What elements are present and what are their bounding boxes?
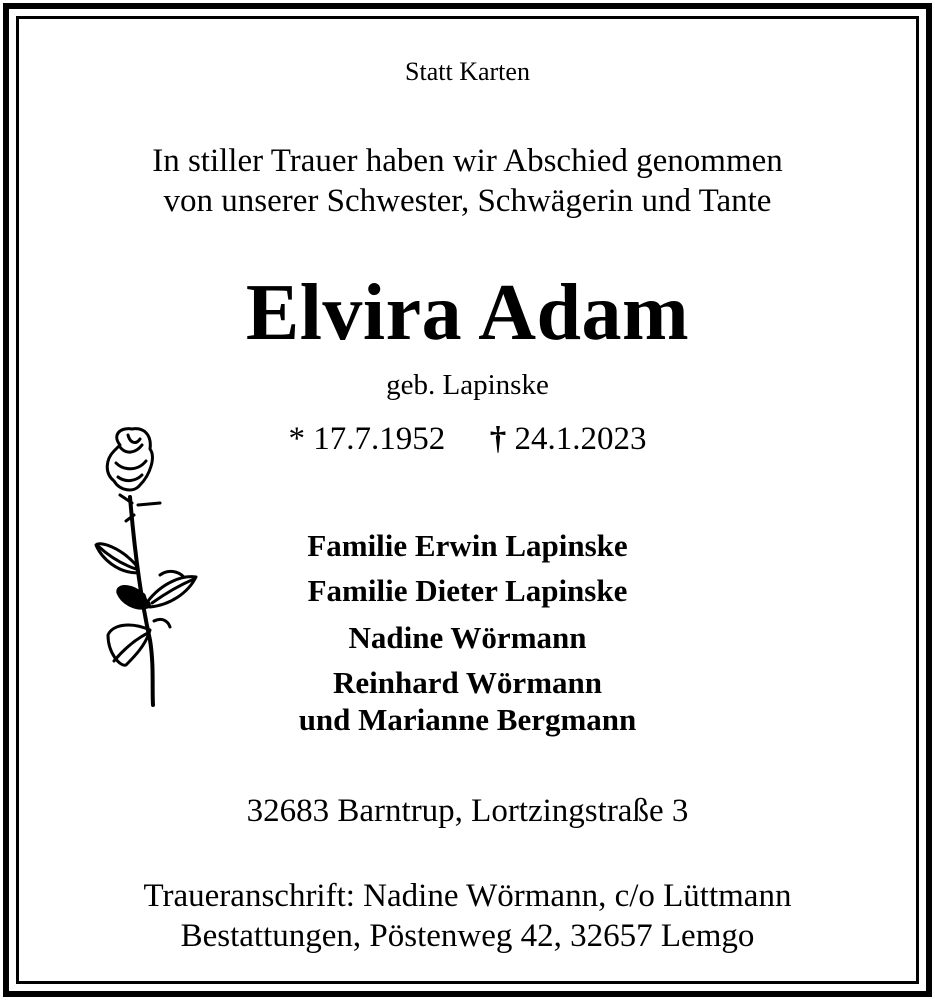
mourner-2: Familie Dieter Lapinske (307, 573, 628, 608)
birth-name: geb. Lapinske (386, 369, 549, 401)
birth-date: 17.7.1952 (313, 421, 446, 457)
residence-address: 32683 Barntrup, Lortzingstraße 3 (246, 793, 689, 829)
death-cross-symbol: † (489, 421, 507, 457)
deceased-name: Elvira Adam (245, 269, 690, 357)
mourner-1: Familie Erwin Lapinske (307, 528, 628, 563)
intro-line-2: von unserer Schwester, Schwägerin und Tante (163, 183, 772, 219)
mourner-4: Reinhard Wörmann (333, 665, 602, 700)
mourner-3: Nadine Wörmann (348, 620, 587, 655)
mourner-5: und Marianne Bergmann (298, 702, 637, 737)
statt-karten-label: Statt Karten (405, 57, 530, 86)
mourning-address-line-2: Bestattungen, Pöstenweg 42, 32657 Lemgo (180, 918, 755, 954)
death-date: 24.1.2023 (514, 421, 647, 457)
mourning-address-line-1: Traueranschrift: Nadine Wörmann, c/o Lüttmann (143, 878, 792, 914)
intro-line-1: In stiller Trauer haben wir Abschied genommen (152, 143, 783, 179)
birth-symbol: * (288, 421, 305, 457)
